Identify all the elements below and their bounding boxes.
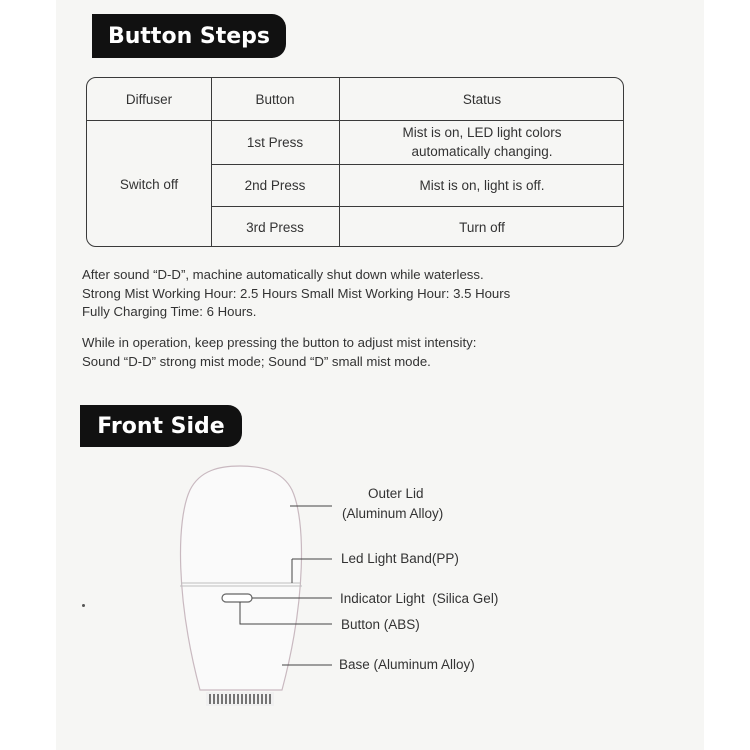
note-line: Strong Mist Working Hour: 2.5 Hours Small Mist Working Hour: 3.5 Hours (82, 285, 511, 301)
label-base: Base (Aluminum Alloy) (339, 657, 475, 672)
row-1-button: 1st Press (246, 134, 304, 150)
row-1-status-line1: Mist is on, LED light colors (402, 125, 562, 140)
header-status: Status (462, 91, 502, 107)
section-title-front-side: Front Side (80, 405, 242, 447)
diffuser-body-outline (181, 466, 302, 690)
row-3-button: 3rd Press (246, 219, 304, 235)
header-button: Button (255, 91, 295, 107)
diffuser-state: Switch off (119, 176, 179, 192)
label-outer-lid: Outer Lid (368, 486, 424, 501)
note-line: Sound “D-D” strong mist mode; Sound “D” small mist mode. (82, 353, 431, 369)
label-led-band: Led Light Band(PP) (341, 551, 459, 566)
row-3-status: Turn off (459, 219, 505, 235)
header-diffuser: Diffuser (125, 91, 173, 107)
row-2-button: 2nd Press (244, 177, 306, 193)
row-2-status: Mist is on, light is off. (419, 177, 545, 193)
base-vent-shape (206, 692, 274, 706)
row-1-status-line2: automatically changing. (411, 144, 553, 159)
section-title-button-steps: Button Steps (92, 14, 286, 58)
label-indicator-light: Indicator Light (Silica Gel) (340, 591, 499, 606)
label-button: Button (ABS) (341, 617, 420, 632)
label-outer-lid-material: (Aluminum Alloy) (342, 506, 444, 521)
indicator-light-shape (222, 594, 252, 602)
note-line: While in operation, keep pressing the button to adjust mist intensity: (82, 335, 477, 350)
note-line: Fully Charging Time: 6 Hours. (82, 304, 257, 319)
note-line: After sound “D-D”, machine automatically shut down while waterless. (82, 267, 484, 282)
